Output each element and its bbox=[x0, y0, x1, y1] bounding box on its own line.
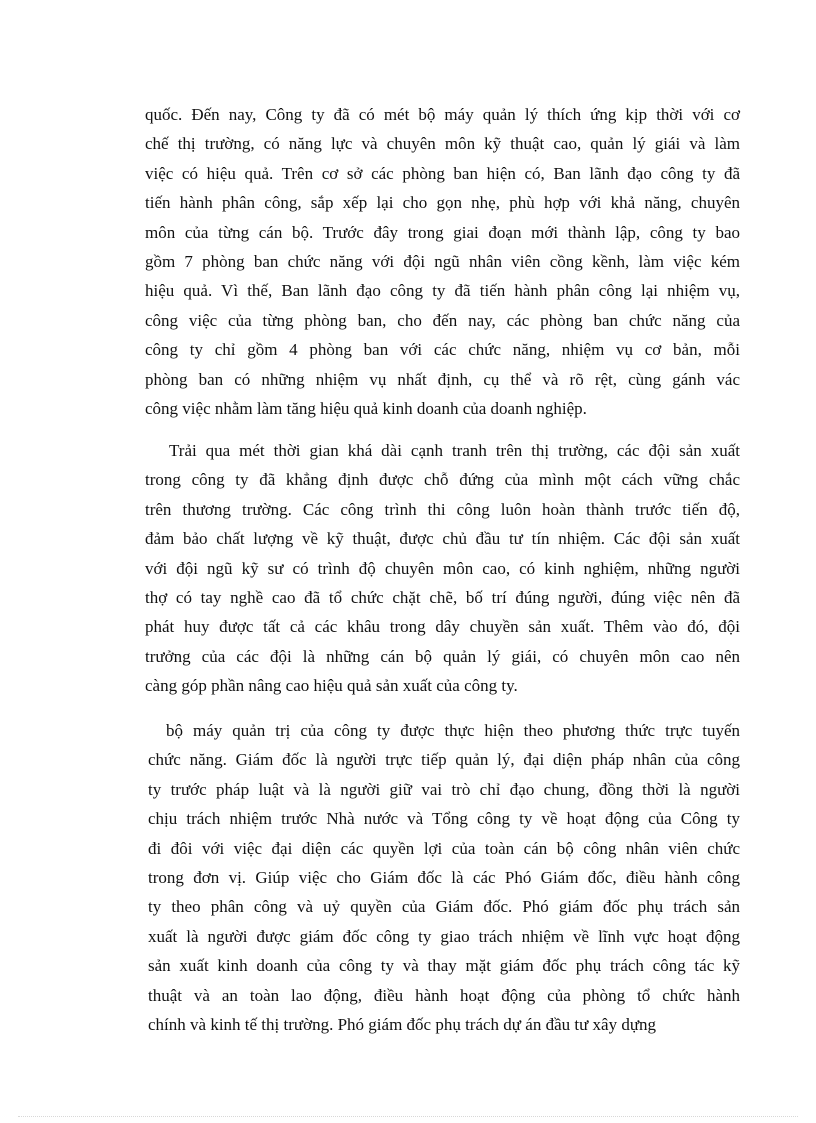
text-line: phòng ban có những nhiệm vụ nhất định, cụ thể và rõ rệt, cùng gánh vác bbox=[145, 369, 740, 389]
text-line: công việc nhằm làm tăng hiệu quả kinh doanh của doanh nghiệp. bbox=[145, 398, 587, 418]
paragraph-1 bbox=[145, 100, 740, 423]
text-line: càng góp phần nâng cao hiệu quả sản xuất của công ty. bbox=[145, 676, 518, 696]
text-line: trong công ty đã khẳng định được chỗ đứng của mình một cách vững chắc bbox=[145, 470, 740, 490]
text-line: ty trước pháp luật và là người giữ vai trò chỉ đạo chung, đồng thời là người bbox=[148, 779, 740, 799]
text-line: môn của từng cán bộ. Trước đây trong giai đoạn mới thành lập, công ty bao bbox=[145, 222, 740, 242]
paragraph-2 bbox=[145, 436, 740, 701]
text-line: phát huy được tất cả các khâu trong dây chuyền sản xuất. Thêm vào đó, đội bbox=[145, 617, 740, 637]
text-line: gồm 7 phòng ban chức năng với đội ngũ nhân viên cồng kềnh, làm việc kém bbox=[145, 251, 740, 271]
text-line: việc có hiệu quả. Trên cơ sở các phòng ban hiện có, Ban lãnh đạo công ty đã bbox=[145, 163, 740, 183]
text-line: thợ có tay nghề cao đã tổ chức chặt chẽ, bố trí đúng người, đúng việc nên đã bbox=[145, 587, 740, 607]
text-line: tiến hành phân công, sắp xếp lại cho gọn nhẹ, phù hợp với khả năng, chuyên bbox=[145, 193, 740, 213]
text-line: quốc. Đến nay, Công ty đã có mét bộ máy quản lý thích ứng kịp thời với cơ bbox=[145, 105, 740, 124]
text-line: với đội ngũ kỹ sư có trình độ chuyên môn cao, có kinh nghiệm, những người bbox=[145, 558, 740, 578]
text-line: Trải qua mét thời gian khá dài cạnh tranh trên thị trường, các đội sản xuất bbox=[169, 441, 740, 460]
text-line: đi đôi với việc đại diện các quyền lợi của toàn cán bộ công nhân viên chức bbox=[148, 838, 740, 858]
text-line: trên thương trường. Các công trình thi công luôn hoàn thành trước tiến độ, bbox=[145, 499, 740, 519]
text-line: công việc của từng phòng ban, cho đến nay, các phòng ban chức năng của bbox=[145, 310, 740, 330]
text-line: chế thị trường, có năng lực và chuyên môn kỹ thuật cao, quản lý giái và làm bbox=[145, 134, 740, 154]
text-line: hiệu quả. Vì thế, Ban lãnh đạo công ty đã tiến hành phân công lại nhiệm vụ, bbox=[145, 281, 740, 301]
page-bottom-divider bbox=[18, 1116, 798, 1117]
text-line: sản xuất kinh doanh của công ty và thay mặt giám đốc phụ trách công tác kỹ bbox=[148, 956, 740, 976]
text-line: xuất là người được giám đốc công ty giao trách nhiệm về lĩnh vực hoạt động bbox=[148, 926, 740, 946]
text-line: trưởng của các đội là những cán bộ quản lý giái, có chuyên môn cao nên bbox=[145, 646, 740, 666]
paragraph-3 bbox=[145, 716, 740, 1039]
text-line: chính và kinh tế thị trường. Phó giám đốc phụ trách dự án đầu tư xây dựng bbox=[148, 1014, 657, 1034]
text-line: thuật và an toàn lao động, điều hành hoạt động của phòng tổ chức hành bbox=[148, 985, 740, 1005]
text-line: chịu trách nhiệm trước Nhà nước và Tổng công ty về hoạt động của Công ty bbox=[148, 809, 740, 829]
text-line: ty theo phân công và uỷ quyền của Giám đốc. Phó giám đốc phụ trách sản bbox=[148, 897, 740, 917]
text-line: bộ máy quản trị của công ty được thực hiện theo phương thức trực tuyến bbox=[166, 721, 740, 740]
text-line: đảm bảo chất lượng về kỹ thuật, được chủ đầu tư tín nhiệm. Các đội sản xuất bbox=[145, 529, 740, 549]
text-line: trong đơn vị. Giúp việc cho Giám đốc là các Phó Giám đốc, điều hành công bbox=[148, 867, 740, 887]
text-line: chức năng. Giám đốc là người trực tiếp quản lý, đại diện pháp nhân của công bbox=[148, 750, 740, 770]
text-line: công ty chỉ gồm 4 phòng ban với các chức năng, nhiệm vụ cơ bản, mỗi bbox=[145, 340, 740, 360]
